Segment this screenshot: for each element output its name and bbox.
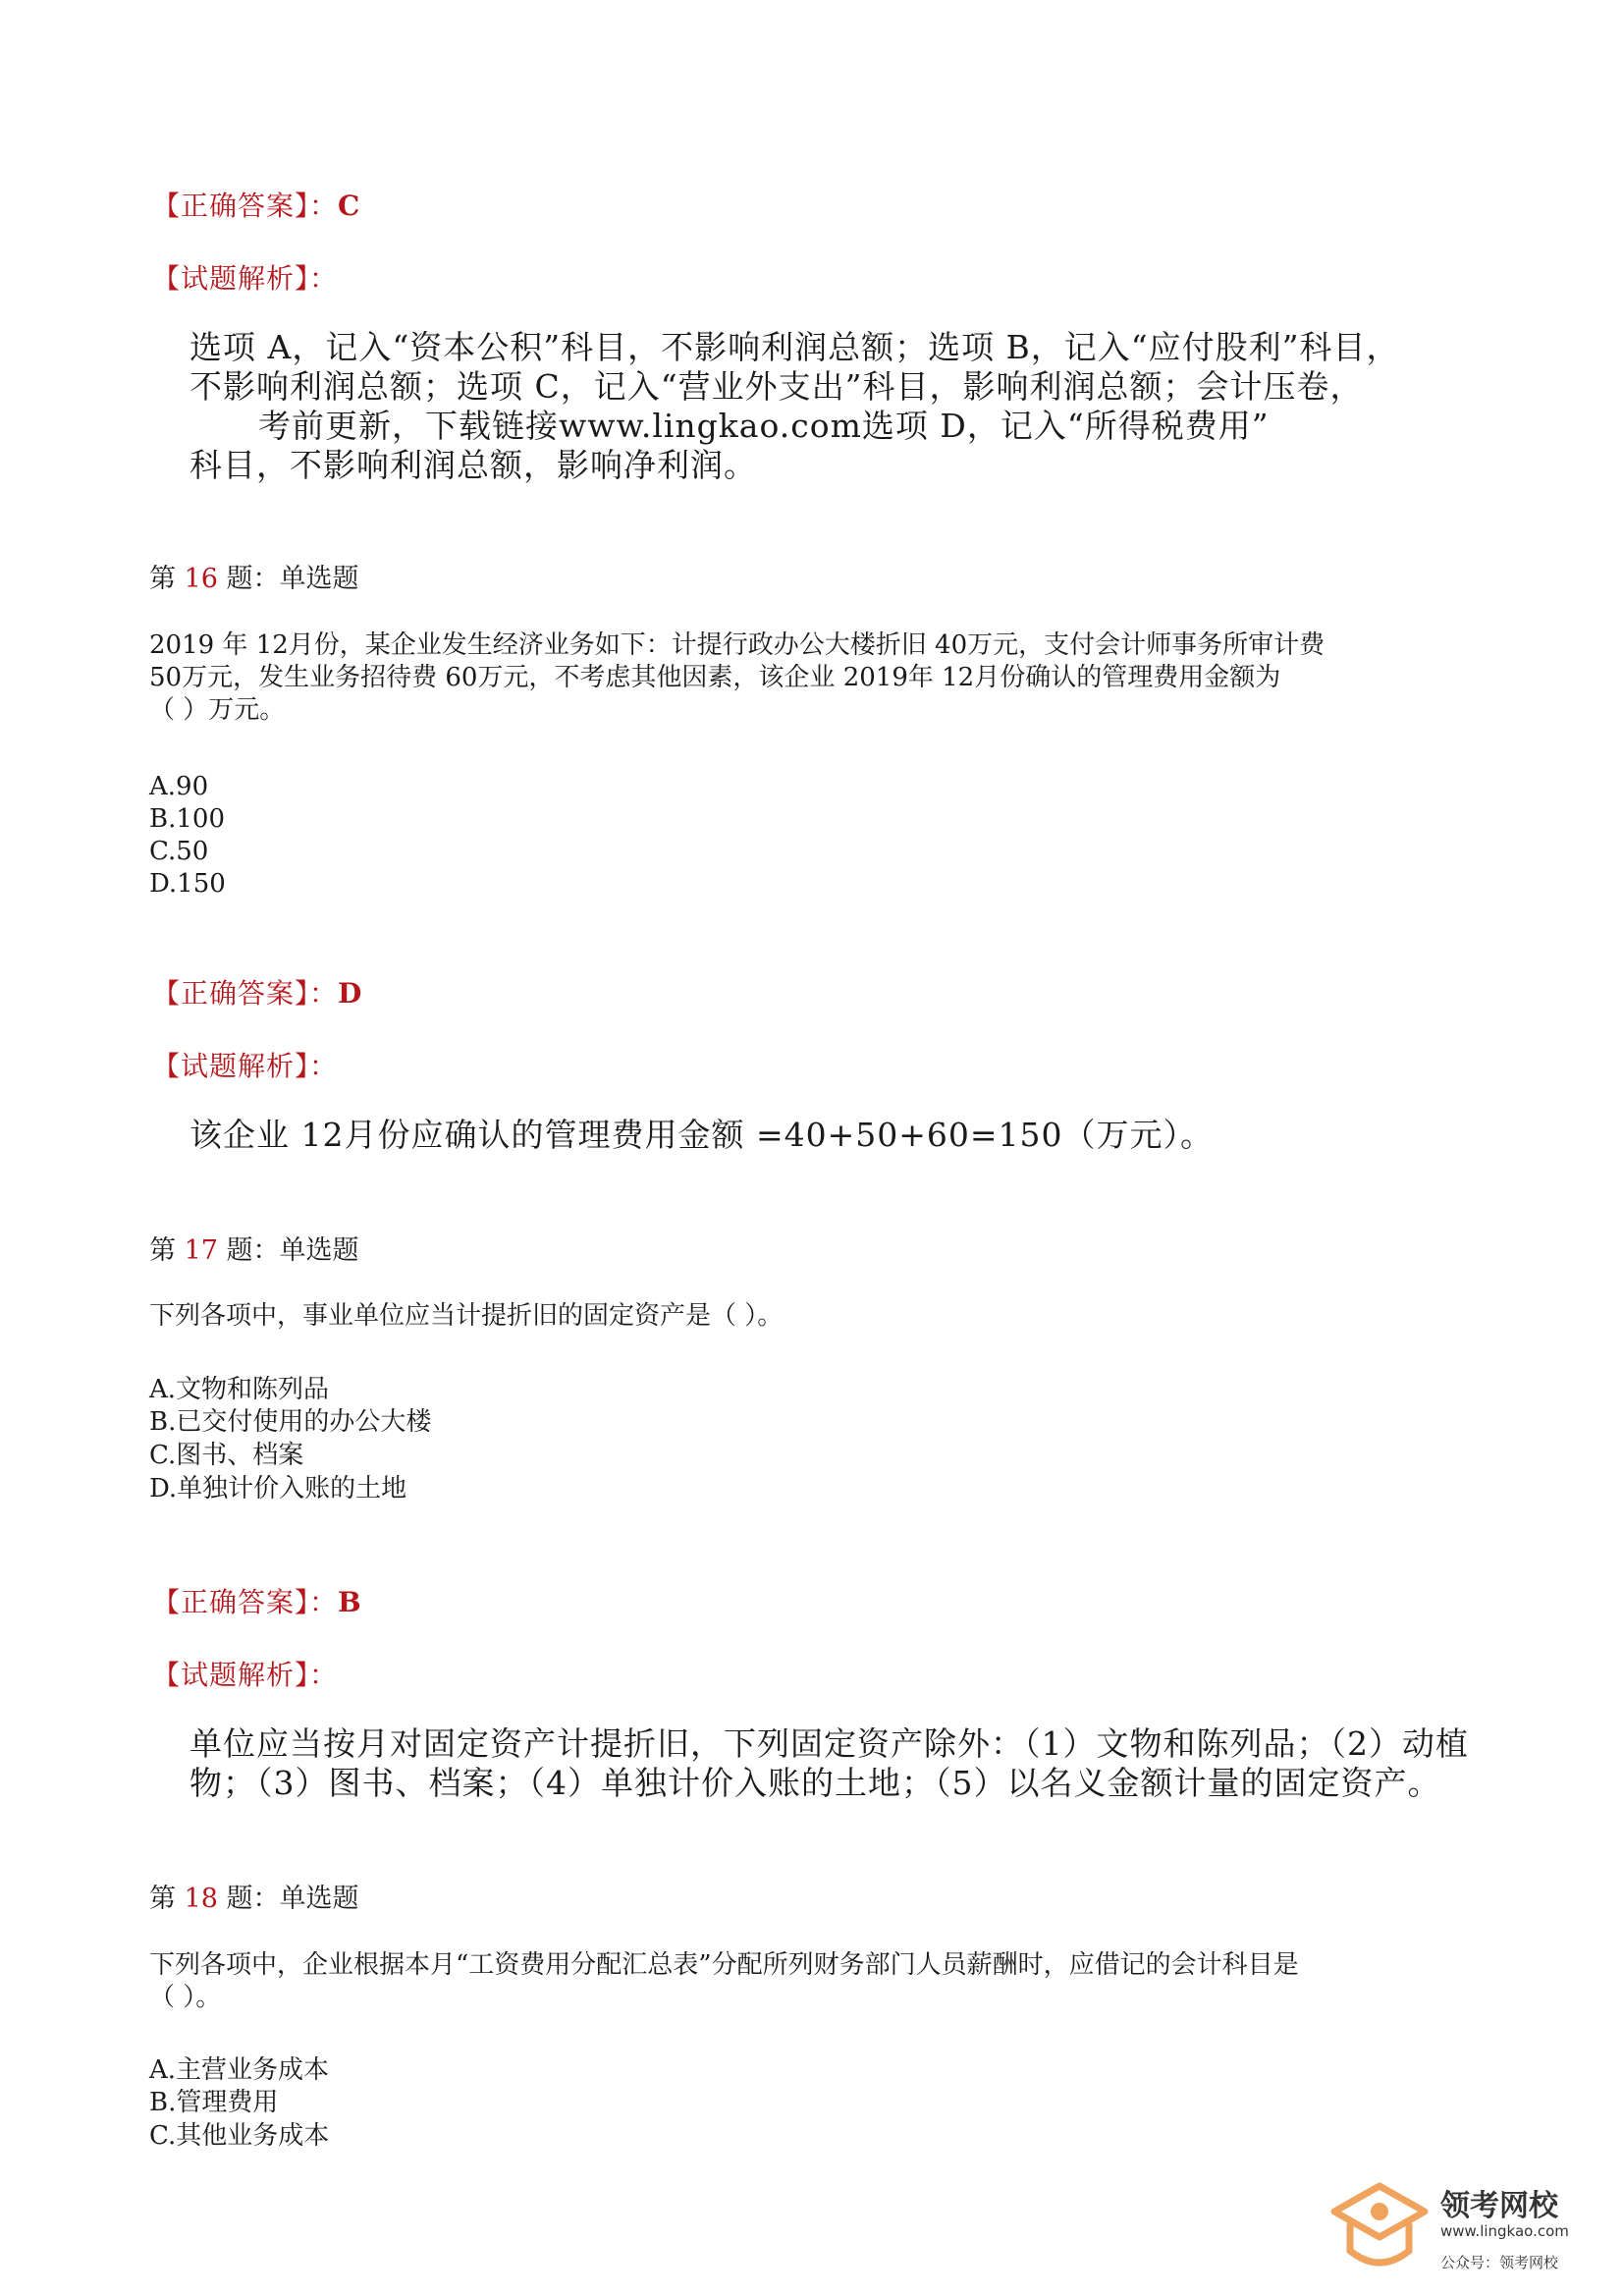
question-number: 18 xyxy=(184,1884,218,1914)
option-b: B.已交付使用的办公大楼 xyxy=(149,1407,432,1437)
option-b: B.管理费用 xyxy=(149,2088,279,2117)
answer-value: D xyxy=(338,977,363,1010)
analysis-17-line-2: 物；（3）图书、档案；（4）单独计价入账的土地；（5）以名义金额计量的固定资产。 xyxy=(189,1764,1441,1802)
question-number: 16 xyxy=(184,564,218,594)
question-type: 题：单选题 xyxy=(226,1884,359,1914)
question-number: 17 xyxy=(184,1235,218,1266)
answer-16 xyxy=(152,972,362,1011)
analysis-15-line-4: 科目，不影响利润总额，影响净利润。 xyxy=(189,446,757,484)
logo-url: www.lingkao.com xyxy=(1440,2222,1569,2240)
graduation-cap-icon xyxy=(1330,2180,1429,2278)
question-16-line-2: 50万元，发生业务招待费 60万元，不考虑其他因素，该企业 2019年 12月份确认的管理费用金额为 xyxy=(149,663,1281,692)
answer-value: C xyxy=(338,190,361,222)
question-16-line-3: （ ）万元。 xyxy=(149,695,286,725)
lingkao-logo xyxy=(1330,2175,1615,2288)
option-a: A.主营业务成本 xyxy=(149,2055,330,2085)
option-c: C.其他业务成本 xyxy=(149,2121,330,2151)
logo-wechat: 公众号：领考网校 xyxy=(1440,2254,1559,2271)
question-17-line-1: 下列各项中，事业单位应当计提折旧的固定资产是（ ）。 xyxy=(149,1301,784,1331)
answer-15 xyxy=(152,185,360,224)
question-16-header xyxy=(149,557,359,595)
analysis-16-line-1: 该企业 12月份应确认的管理费用金额 =40+50+60=150（万元）。 xyxy=(189,1116,1215,1154)
question-type: 题：单选题 xyxy=(226,1235,359,1266)
question-18-line-1: 下列各项中，企业根据本月“工资费用分配汇总表”分配所列财务部门人员薪酬时，应借记的会计科目是 xyxy=(149,1950,1299,1980)
question-16-line-1: 2019 年 12月份，某企业发生经济业务如下：计提行政办公大楼折旧 40万元，支付会计师事务所审计费 xyxy=(149,630,1325,660)
option-c: C.50 xyxy=(149,837,209,866)
analysis-15-line-3: 考前更新，下载链接www.lingkao.com选项 D，记入“所得税费用” xyxy=(258,407,1270,445)
question-18-line-2: （ ）。 xyxy=(149,1983,222,2012)
answer-value: B xyxy=(338,1586,362,1618)
answer-17 xyxy=(152,1581,362,1620)
question-prefix: 第 xyxy=(149,564,176,594)
analysis-15-line-2: 不影响利润总额；选项 C，记入“营业外支出”科目，影响利润总额；会计压卷， xyxy=(189,367,1364,406)
option-a: A.文物和陈列品 xyxy=(149,1375,330,1404)
answer-label: 【正确答案】： xyxy=(152,190,339,222)
question-18-header xyxy=(149,1877,359,1915)
logo-name: 领考网校 xyxy=(1440,2189,1558,2223)
analysis-15-line-1: 选项 A，记入“资本公积”科目，不影响利润总额；选项 B，记入“应付股利”科目， xyxy=(189,328,1400,366)
analysis-17-line-1: 单位应当按月对固定资产计提折旧，下列固定资产除外：（1）文物和陈列品；（2）动植 xyxy=(189,1724,1469,1763)
question-prefix: 第 xyxy=(149,1884,176,1914)
option-a: A.90 xyxy=(149,772,209,801)
analysis-16-label: 【试题解析】： xyxy=(152,1050,339,1082)
option-d: D.150 xyxy=(149,869,226,899)
question-type: 题：单选题 xyxy=(226,564,359,594)
analysis-15-label: 【试题解析】： xyxy=(152,262,339,295)
analysis-17-label: 【试题解析】： xyxy=(152,1659,339,1691)
option-b: B.100 xyxy=(149,804,225,834)
question-prefix: 第 xyxy=(149,1235,176,1266)
answer-label: 【正确答案】： xyxy=(152,1586,339,1618)
answer-label: 【正确答案】： xyxy=(152,977,339,1010)
option-d: D.单独计价入账的土地 xyxy=(149,1474,407,1503)
option-c: C.图书、档案 xyxy=(149,1441,304,1470)
question-17-header xyxy=(149,1229,359,1267)
